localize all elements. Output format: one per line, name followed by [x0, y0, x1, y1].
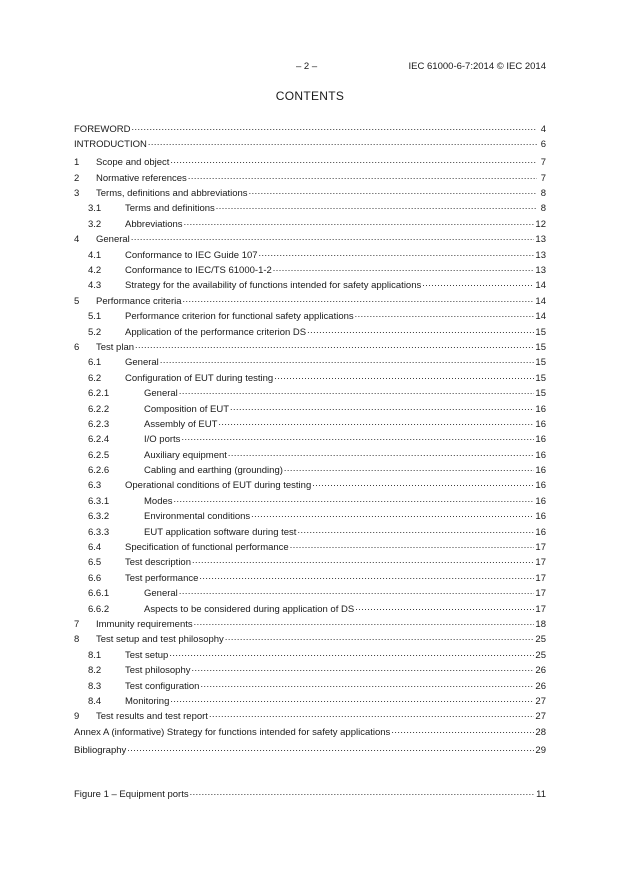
toc-entry-page: 16	[535, 495, 546, 507]
toc-entry-number: 6.3.1	[88, 495, 110, 507]
toc-entry-number: 6.2	[88, 372, 102, 384]
document-reference: IEC 61000-6-7:2014 © IEC 2014	[408, 61, 546, 72]
dot-leader	[135, 340, 534, 350]
toc-entry-page: 14	[535, 311, 546, 323]
toc-entry-label: Performance criteria	[96, 295, 182, 307]
toc-entry-number: 4.3	[88, 280, 102, 292]
toc-entry-page: 16	[535, 511, 546, 523]
toc-entry-number: 4	[74, 234, 80, 246]
toc-entry[interactable]	[74, 632, 546, 647]
dot-leader	[209, 709, 534, 719]
dot-leader	[218, 417, 534, 427]
dot-leader	[170, 155, 537, 165]
toc-entry[interactable]	[74, 743, 546, 758]
toc-entry-number: 5	[74, 295, 80, 307]
toc-entry[interactable]	[74, 725, 546, 740]
toc-entry[interactable]	[74, 525, 546, 540]
dot-leader	[216, 201, 537, 211]
dot-leader	[225, 632, 535, 642]
toc-entry[interactable]	[74, 648, 546, 663]
toc-entry-page: 17	[535, 557, 546, 569]
toc-entry[interactable]	[74, 494, 546, 509]
dot-leader	[131, 232, 535, 242]
page-header	[0, 61, 620, 75]
toc-entry-page: 28	[535, 726, 546, 738]
toc-entry-page: 13	[535, 249, 546, 261]
toc-entry-label: Immunity requirements	[96, 619, 193, 630]
toc-entry-page: 15	[535, 372, 546, 384]
toc-entry-page: 16	[535, 403, 546, 415]
toc-entry-label: General	[96, 234, 130, 246]
toc-entry-page: 15	[535, 388, 546, 400]
dot-leader	[192, 555, 534, 565]
toc-entry-page: 16	[535, 449, 546, 461]
figure-entry-page: 11	[536, 789, 546, 800]
table-of-contents	[74, 122, 546, 758]
toc-entry-label: Strategy for the availability of functions intended for safety applications	[125, 280, 422, 292]
toc-entry-label: Scope and object	[96, 157, 170, 169]
toc-entry[interactable]	[74, 371, 546, 386]
dot-leader	[184, 217, 535, 227]
figure-entry[interactable]	[74, 787, 546, 802]
toc-entry[interactable]	[74, 278, 546, 293]
toc-entry-page: 29	[535, 744, 546, 756]
toc-entry-number: 3.1	[88, 203, 102, 215]
toc-entry[interactable]	[74, 663, 546, 678]
dot-leader	[160, 355, 535, 365]
toc-entry-label: I/O ports	[144, 434, 181, 446]
toc-entry-page: 25	[535, 634, 546, 646]
toc-entry[interactable]	[74, 201, 546, 216]
dot-leader	[391, 725, 534, 735]
toc-entry-number: 3	[74, 188, 80, 200]
dot-leader	[312, 478, 534, 488]
toc-entry-label: Cabling and earthing (grounding)	[144, 465, 283, 477]
toc-entry-label: EUT application software during test	[144, 526, 297, 538]
toc-entry-label: Application of the performance criterion DS	[125, 326, 307, 338]
toc-entry-page: 15	[535, 326, 546, 338]
dot-leader	[199, 571, 534, 581]
toc-entry[interactable]	[74, 694, 546, 709]
toc-entry-number: 9	[74, 711, 80, 723]
toc-entry-label: Normative references	[96, 172, 187, 184]
toc-entry[interactable]	[74, 155, 546, 170]
toc-entry-page: 15	[535, 341, 546, 353]
toc-entry[interactable]	[74, 432, 546, 447]
dot-leader	[181, 432, 534, 442]
toc-entry-label: General	[125, 357, 159, 369]
dot-leader	[249, 186, 537, 196]
toc-entry-page: 4	[540, 124, 546, 135]
toc-entry-page: 17	[535, 572, 546, 584]
toc-entry[interactable]	[74, 263, 546, 278]
dot-leader	[183, 294, 535, 304]
dot-leader	[188, 171, 537, 181]
page-title: CONTENTS	[275, 89, 345, 103]
toc-entry-number: 7	[74, 619, 80, 630]
toc-entry-number: 3.2	[88, 218, 102, 230]
dot-leader	[169, 648, 534, 658]
dot-leader	[355, 602, 534, 612]
toc-entry-label: Composition of EUT	[144, 403, 230, 415]
toc-entry-number: 8.2	[88, 665, 102, 677]
list-of-figures	[74, 787, 546, 802]
toc-entry-page: 12	[535, 218, 546, 230]
dot-leader	[251, 509, 534, 519]
toc-entry[interactable]	[74, 122, 546, 137]
dot-leader	[422, 278, 534, 288]
toc-entry[interactable]	[74, 555, 546, 570]
toc-entry[interactable]	[74, 602, 546, 617]
dot-leader	[190, 787, 536, 797]
toc-entry-number: 6.2.2	[88, 403, 110, 415]
toc-entry-number: 6.2.4	[88, 434, 110, 446]
toc-entry-label: General	[144, 588, 178, 600]
toc-entry-label: Conformance to IEC Guide 107	[125, 249, 258, 261]
toc-entry[interactable]	[74, 294, 546, 309]
toc-entry-label: Test plan	[96, 341, 135, 353]
toc-entry-page: 15	[535, 357, 546, 369]
toc-entry-label: Annex A (informative) Strategy for functions intended for safety applications	[74, 726, 391, 738]
toc-entry[interactable]	[74, 171, 546, 186]
toc-entry-label: Aspects to be considered during application of DS	[144, 603, 355, 615]
dot-leader	[274, 371, 534, 381]
dot-leader	[179, 586, 535, 596]
toc-entry[interactable]	[74, 217, 546, 232]
toc-entry-page: 25	[535, 649, 546, 661]
toc-entry-page: 8	[540, 203, 546, 215]
toc-entry-page: 13	[535, 234, 546, 246]
dot-leader	[259, 248, 535, 258]
dot-leader	[284, 463, 535, 473]
dot-leader	[290, 540, 535, 550]
toc-entry[interactable]	[74, 540, 546, 555]
dot-leader	[230, 402, 534, 412]
toc-entry[interactable]	[74, 478, 546, 493]
toc-entry-label: Test description	[125, 557, 192, 569]
toc-entry-label: Performance criterion for functional safety applications	[125, 311, 354, 323]
toc-entry-page: 17	[535, 588, 546, 600]
toc-entry-label: Bibliography	[74, 744, 127, 756]
toc-entry-page: 14	[535, 295, 546, 307]
toc-entry-number: 8.3	[88, 680, 102, 692]
toc-entry[interactable]	[74, 137, 546, 152]
toc-entry-label: FOREWORD	[74, 124, 131, 135]
toc-entry-page: 16	[535, 418, 546, 430]
toc-entry-label: Environmental conditions	[144, 511, 251, 523]
toc-entry-label: Abbreviations	[125, 218, 183, 230]
toc-entry-page: 13	[535, 265, 546, 277]
toc-entry-number: 5.1	[88, 311, 102, 323]
toc-entry-number: 6.2.1	[88, 388, 110, 400]
toc-entry[interactable]	[74, 679, 546, 694]
toc-entry-label: INTRODUCTION	[74, 139, 147, 151]
toc-entry-page: 26	[535, 680, 546, 692]
toc-entry-page: 16	[535, 480, 546, 492]
toc-entry-page: 27	[535, 695, 546, 707]
dot-leader	[228, 448, 535, 458]
toc-entry-number: 6.6	[88, 572, 102, 584]
toc-entry-page: 17	[535, 542, 546, 554]
toc-entry-number: 5.2	[88, 326, 102, 338]
toc-entry[interactable]	[74, 571, 546, 586]
dot-leader	[170, 694, 534, 704]
toc-entry[interactable]	[74, 417, 546, 432]
toc-entry-number: 4.2	[88, 265, 102, 277]
toc-entry[interactable]	[74, 340, 546, 355]
toc-entry-number: 8	[74, 634, 80, 646]
toc-entry-number: 6.1	[88, 357, 102, 369]
toc-entry-page: 26	[535, 665, 546, 677]
toc-entry[interactable]	[74, 232, 546, 247]
toc-entry-page: 16	[535, 526, 546, 538]
toc-entry-page: 14	[535, 280, 546, 292]
dot-leader	[355, 309, 535, 319]
toc-entry[interactable]	[74, 448, 546, 463]
toc-entry-label: Test performance	[125, 572, 199, 584]
dot-leader	[191, 663, 534, 673]
toc-entry-number: 6.5	[88, 557, 102, 569]
toc-entry[interactable]	[74, 186, 546, 201]
toc-entry[interactable]	[74, 355, 546, 370]
toc-entry-number: 6.3.2	[88, 511, 110, 523]
toc-entry-number: 6.6.2	[88, 603, 110, 615]
toc-entry-number: 6.2.5	[88, 449, 110, 461]
toc-entry[interactable]	[74, 586, 546, 601]
toc-entry-number: 2	[74, 172, 80, 184]
toc-entry-label: Test philosophy	[125, 665, 191, 677]
toc-entry[interactable]	[74, 386, 546, 401]
toc-entry-label: Test setup and test philosophy	[96, 634, 224, 646]
toc-entry-page: 6	[540, 139, 546, 151]
toc-entry-label: Specification of functional performance	[125, 542, 289, 554]
toc-entry[interactable]	[74, 617, 546, 632]
toc-entry-number: 1	[74, 157, 80, 169]
toc-entry-label: Conformance to IEC/TS 61000-1-2	[125, 265, 272, 277]
toc-entry[interactable]	[74, 248, 546, 263]
dot-leader	[127, 743, 534, 753]
toc-entry-page: 7	[540, 157, 546, 169]
toc-entry-label: Test results and test report	[96, 711, 208, 723]
toc-entry-number: 8.4	[88, 695, 102, 707]
toc-entry-label: Modes	[144, 495, 173, 507]
toc-entry-label: Terms and definitions	[125, 203, 215, 215]
toc-entry-number: 6.3.3	[88, 526, 110, 538]
toc-entry-label: Monitoring	[125, 695, 170, 707]
toc-entry-page: 7	[540, 172, 546, 184]
toc-entry-number: 6.2.6	[88, 465, 110, 477]
dot-leader	[174, 494, 535, 504]
toc-entry[interactable]	[74, 309, 546, 324]
dot-leader	[307, 325, 534, 335]
toc-entry-number: 6.3	[88, 480, 102, 492]
toc-entry-number: 8.1	[88, 649, 102, 661]
dot-leader	[179, 386, 535, 396]
toc-entry-number: 4.1	[88, 249, 102, 261]
toc-entry-label: General	[144, 388, 178, 400]
toc-entry-label: Terms, definitions and abbreviations	[96, 188, 248, 200]
toc-entry-page: 27	[535, 711, 546, 723]
toc-entry-number: 6.6.1	[88, 588, 110, 600]
dot-leader	[200, 679, 534, 689]
dot-leader	[131, 122, 537, 132]
toc-entry-label: Operational conditions of EUT during testing	[125, 480, 312, 492]
toc-entry[interactable]	[74, 463, 546, 478]
toc-entry-page: 18	[535, 619, 546, 630]
dot-leader	[297, 525, 534, 535]
toc-entry-number: 6.4	[88, 542, 102, 554]
toc-entry-label: Test configuration	[125, 680, 200, 692]
dot-leader	[194, 617, 535, 627]
toc-entry-label: Configuration of EUT during testing	[125, 372, 274, 384]
toc-entry[interactable]	[74, 402, 546, 417]
toc-entry[interactable]	[74, 325, 546, 340]
toc-entry-label: Auxiliary equipment	[144, 449, 227, 461]
toc-entry-label: Assembly of EUT	[144, 418, 218, 430]
toc-entry[interactable]	[74, 709, 546, 724]
toc-entry-label: Test setup	[125, 649, 169, 661]
toc-entry-number: 6.2.3	[88, 418, 110, 430]
toc-entry-page: 8	[540, 188, 546, 200]
toc-entry[interactable]	[74, 509, 546, 524]
dot-leader	[273, 263, 535, 273]
dot-leader	[148, 137, 537, 147]
toc-entry-page: 16	[535, 434, 546, 446]
toc-entry-page: 16	[535, 465, 546, 477]
toc-entry-number: 6	[74, 341, 80, 353]
figure-entry-label: Figure 1 – Equipment ports	[74, 789, 189, 800]
page-number: – 2 –	[296, 61, 318, 72]
toc-entry-page: 17	[535, 603, 546, 615]
